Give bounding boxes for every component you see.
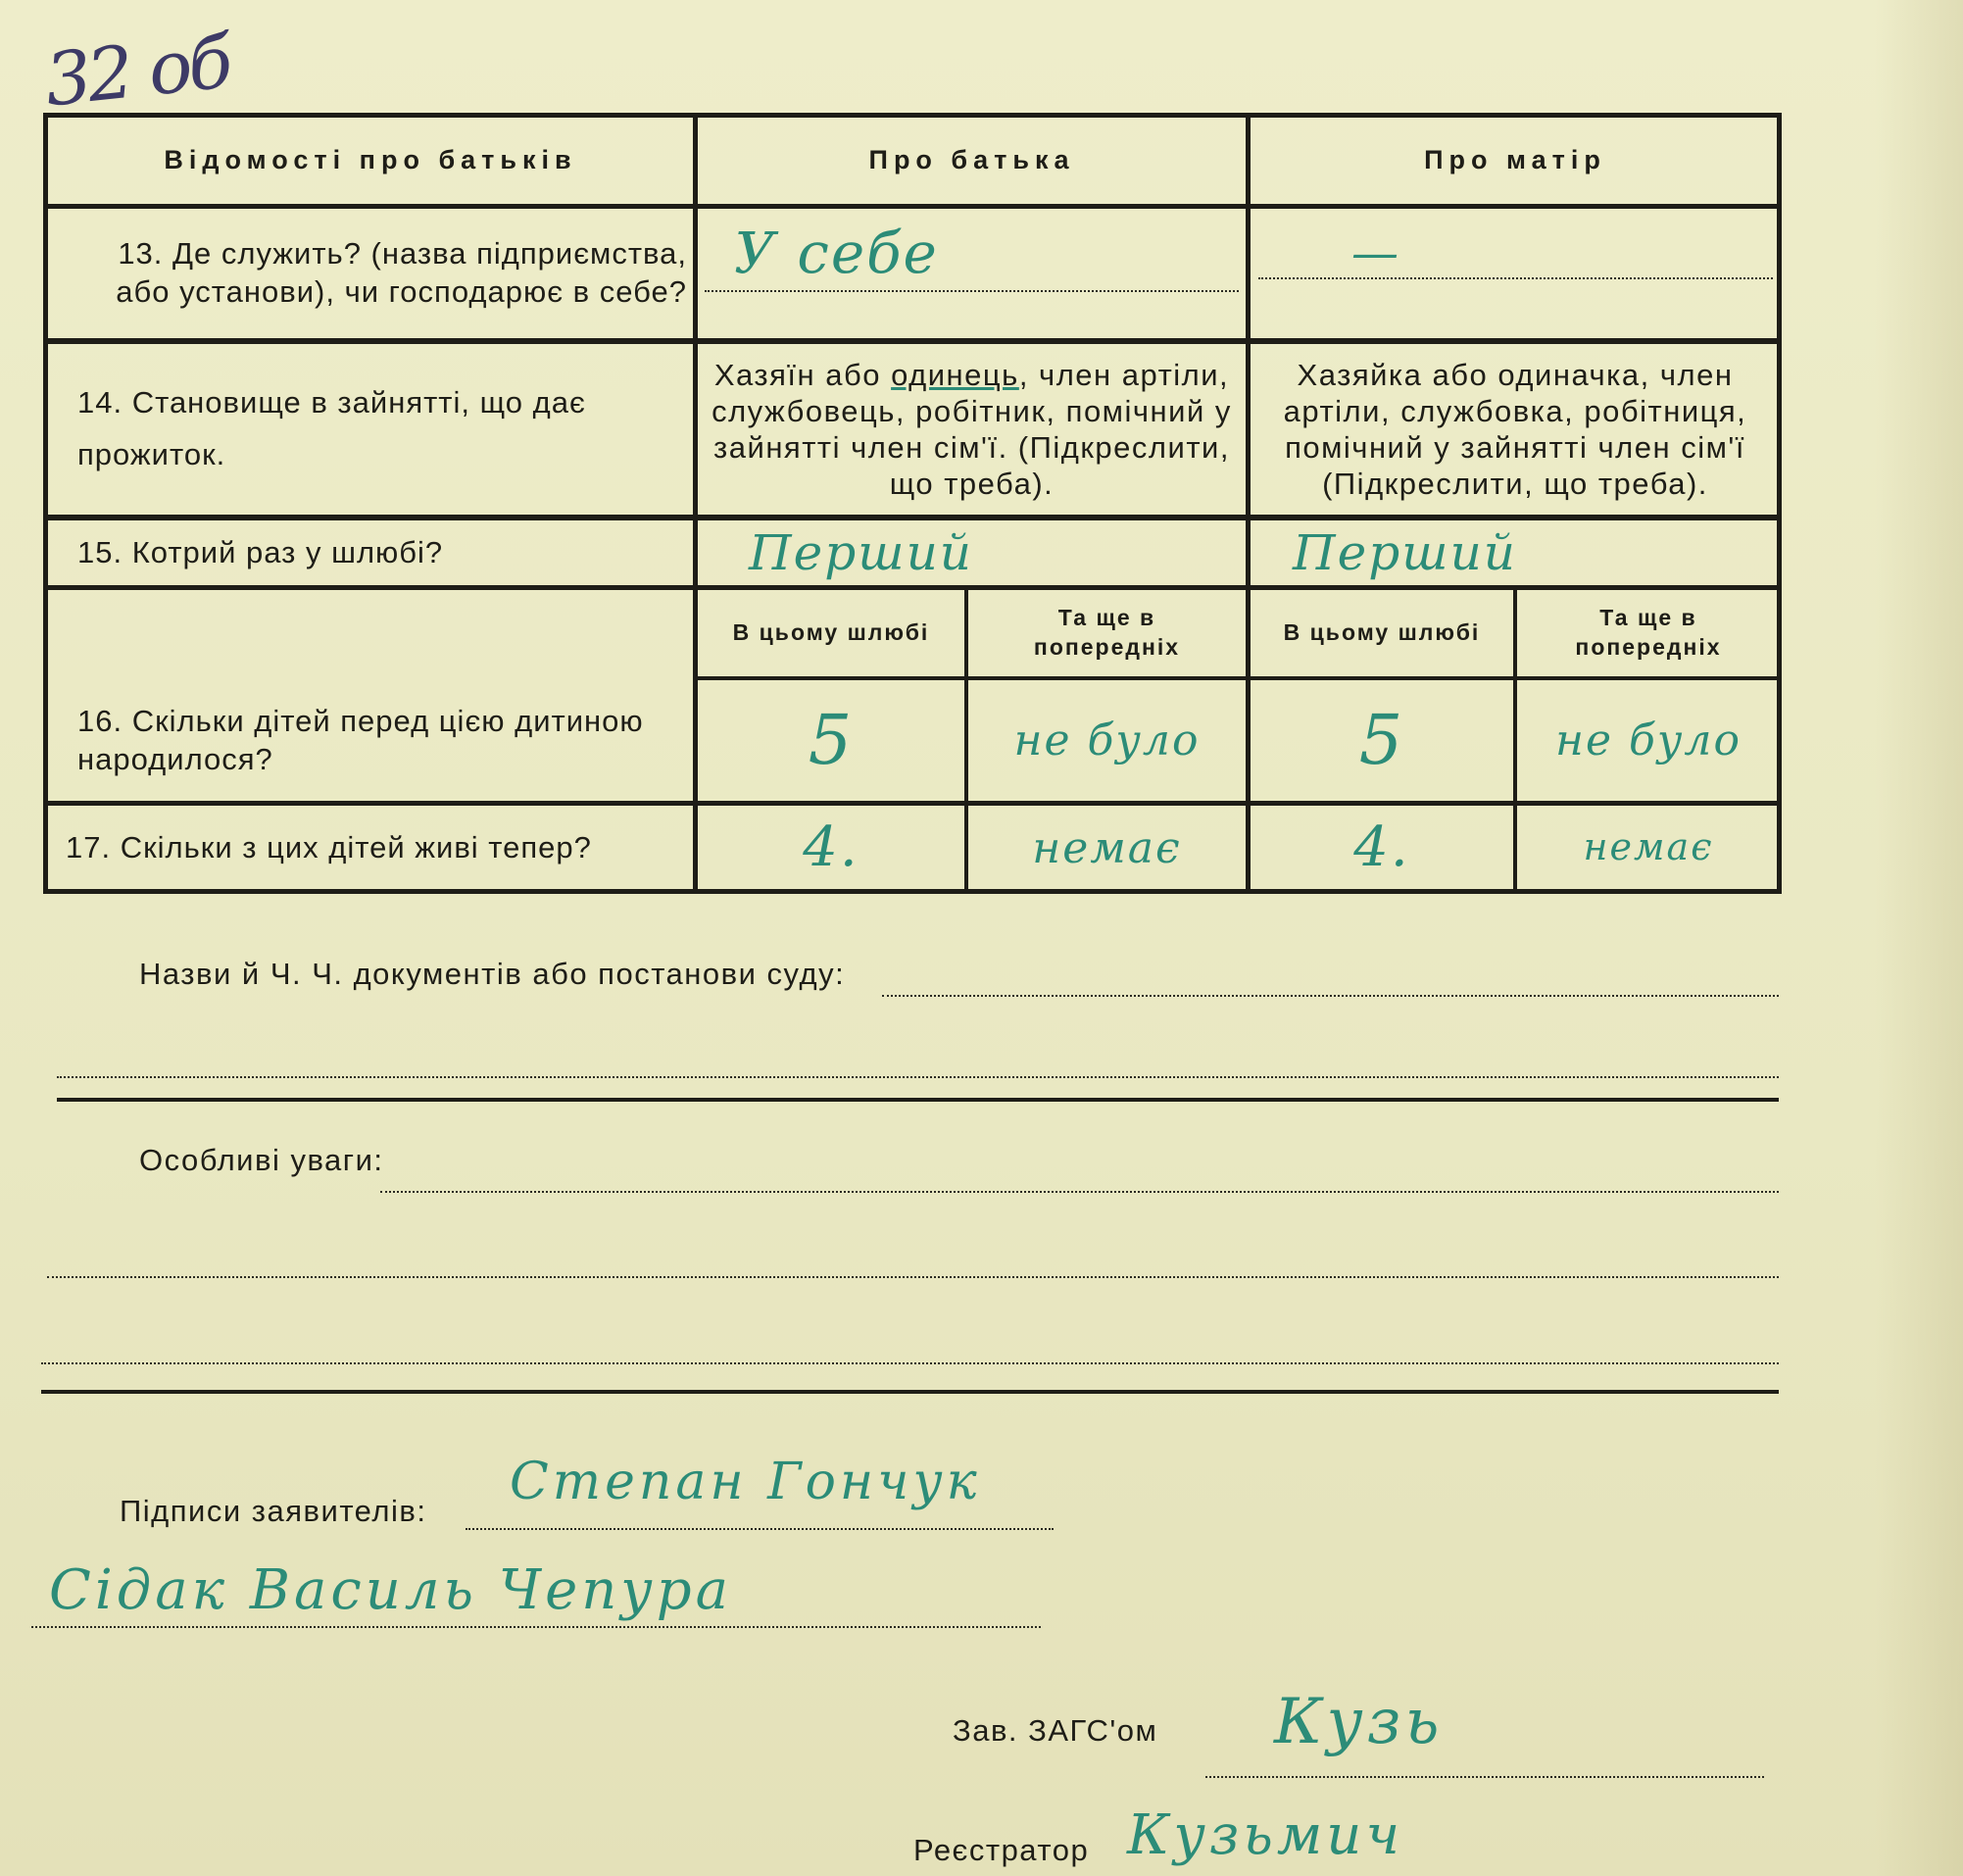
- fill-line: [57, 1076, 1779, 1078]
- documents-label: Назви й Ч. Ч. документів або постанови суду:: [139, 957, 846, 991]
- subhead-mother-this-marriage: В цьому шлюбі: [1283, 619, 1481, 646]
- subhead-mother-previous: Та ще в попередніх: [1575, 605, 1722, 660]
- selected-option: одинець: [891, 357, 1019, 392]
- section-rule: [57, 1098, 1779, 1102]
- row-15-mother-value: Перший: [1293, 523, 1517, 581]
- section-rule: [41, 1390, 1779, 1394]
- fill-line: [1258, 277, 1773, 279]
- option-text: Хазяїн або: [713, 357, 892, 392]
- row-13-mother-value: —: [1351, 225, 1400, 280]
- row-17-mother-this: 4.: [1353, 815, 1410, 879]
- remarks-label: Особливі уваги:: [139, 1143, 384, 1177]
- subhead-father-this-marriage: В цьому шлюбі: [732, 619, 930, 646]
- row-16-father-prev: не було: [1013, 716, 1201, 765]
- fill-line: [466, 1528, 1054, 1530]
- registrar-label: Реєстратор: [913, 1833, 1090, 1867]
- row-13-father-value: У себе: [734, 219, 939, 286]
- header-about-mother: Про матір: [1424, 145, 1606, 175]
- signatures-label: Підписи заявителів:: [120, 1494, 427, 1528]
- paper-edge: [1875, 0, 1963, 1876]
- row-17-mother-prev: немає: [1583, 825, 1714, 869]
- fill-line: [1205, 1776, 1764, 1778]
- fill-line: [31, 1626, 1041, 1628]
- parents-info-table: [43, 113, 1782, 894]
- subhead-father-previous: Та ще в попередніх: [1033, 605, 1181, 660]
- signature-applicant-1: Степан Гончук: [510, 1453, 981, 1511]
- row-15-father-value: Перший: [749, 523, 973, 581]
- row-15-label: 15. Котрий раз у шлюбі?: [77, 534, 444, 569]
- fill-line: [882, 995, 1779, 997]
- zags-head-label: Зав. ЗАГС'ом: [953, 1713, 1158, 1748]
- row-16-label: 16. Скільки дітей перед цією дитиною народилося?: [77, 703, 644, 776]
- option-text: , член артіли, службовець, робітник, помічний у зайнятті член сім'ї. (Підкреслити, що треба).: [712, 357, 1232, 502]
- row-17-label: 17. Скільки з цих дітей живі тепер?: [66, 829, 592, 864]
- page-number-handwritten: 32 об: [41, 20, 233, 123]
- registrar-signature: Кузьмич: [1127, 1803, 1404, 1867]
- row-17-father-this: 4.: [803, 815, 859, 879]
- signature-applicant-2: Сідак Василь Чепура: [49, 1558, 733, 1622]
- header-parents-info: Відомості про батьків: [164, 145, 577, 175]
- row-16-mother-prev: не було: [1555, 716, 1742, 765]
- row-13-label: 13. Де служить? (назва підприємства, або установи), чи господарює в себе?: [116, 236, 687, 309]
- zags-head-signature: Кузь: [1274, 1686, 1444, 1758]
- fill-line: [705, 290, 1239, 292]
- row-14-label: 14. Становище в зайнятті, що дає прожиток.: [77, 385, 586, 471]
- fill-line: [41, 1362, 1779, 1364]
- header-about-father: Про батька: [868, 145, 1075, 175]
- row-14-father-options: [698, 344, 1246, 515]
- row-14-mother-options: Хазяйка або одиначка, член артіли, службовка, робітниця, помічний у зайнятті член сім'ї (Підкреслити, що треба).: [1283, 357, 1747, 502]
- row-16-mother-this: 5: [1358, 699, 1405, 780]
- row-16-father-this: 5: [808, 699, 855, 780]
- fill-line: [380, 1191, 1779, 1193]
- fill-line: [47, 1276, 1779, 1278]
- row-17-father-prev: немає: [1032, 822, 1182, 873]
